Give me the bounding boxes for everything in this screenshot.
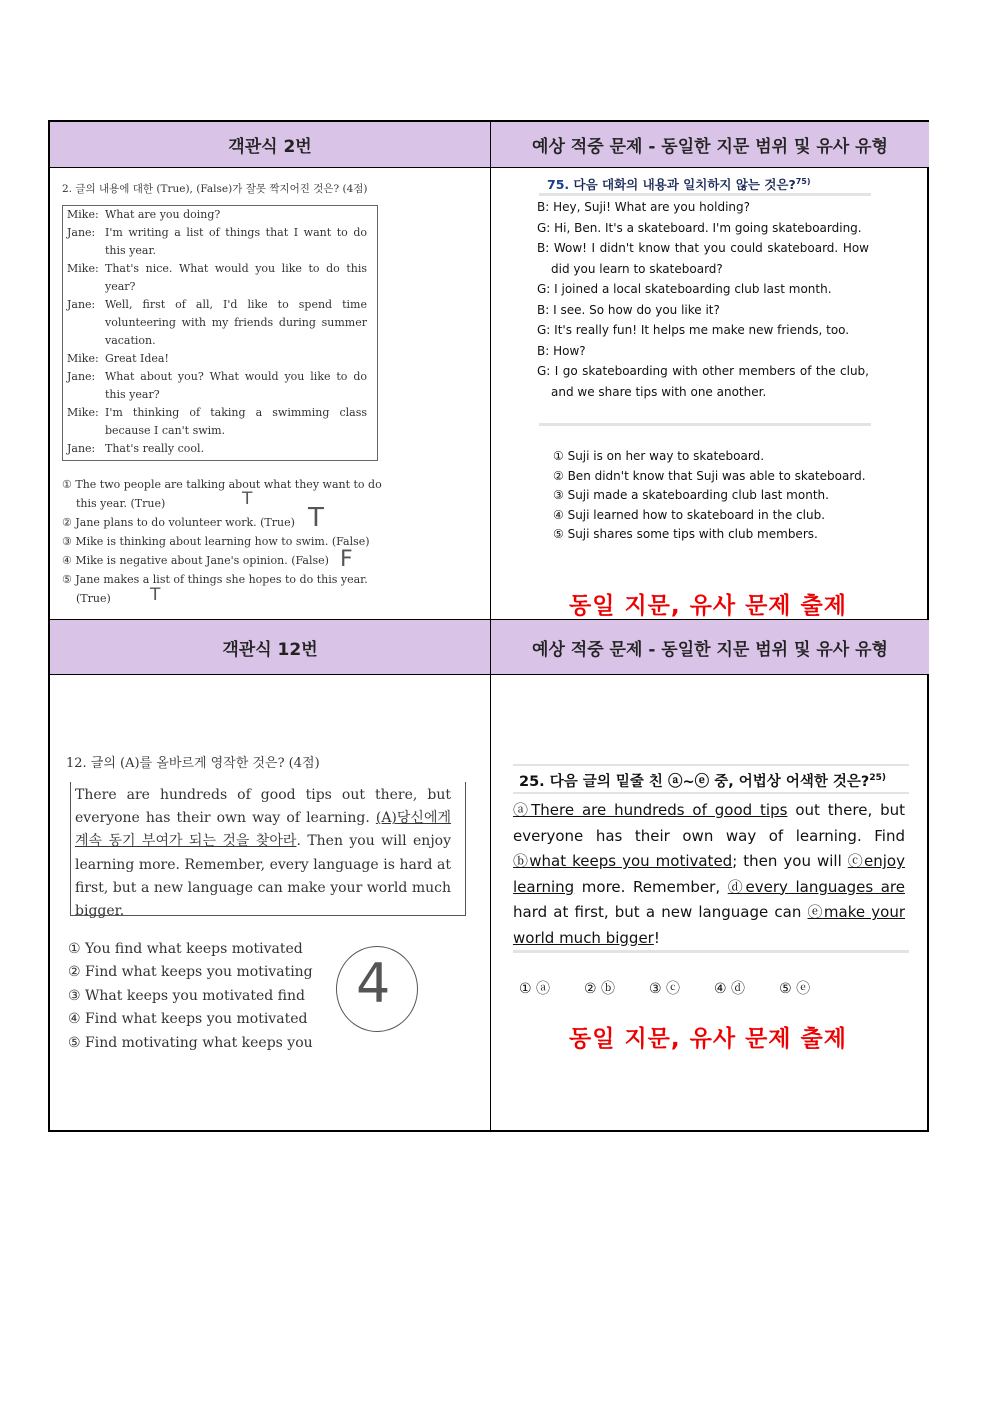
- divider: [513, 950, 909, 953]
- option: ① Suji is on her way to skateboard.: [553, 449, 765, 463]
- same-passage-stamp: 동일 지문, 유사 문제 출제: [569, 593, 847, 619]
- dialogue-line: G: I go skateboarding with other members of the club, and we share tips with one another.: [537, 364, 869, 399]
- dialogue-line: B: Hey, Suji! What are you holding?: [537, 200, 750, 214]
- dialogue-line: Jane: I'm writing a list of things that I want to do this year.: [67, 226, 367, 257]
- exam-q12-passage: There are hundreds of good tips out there, but everyone has their own way of learning. (A)당신에게 계속 동기 부여가 되는 것을 찾아라. Then you will enjoy learning more. Remember, every language is hard at first, but a new language can make your world much bigger.: [70, 782, 466, 916]
- dialogue-line: G: I joined a local skateboarding club last month.: [537, 282, 832, 296]
- option: ⑤ Jane makes a list of things she hopes to do this year. (True): [62, 573, 368, 605]
- predicted-q75-title: 75. 다음 대화의 내용과 일치하지 않는 것은?$^{75)}$: [547, 176, 811, 192]
- row-divider: [50, 167, 927, 168]
- exam-q2-title: 2. 글의 내용에 대한 (True), (False)가 잘못 짝지어진 것은? (4점): [62, 183, 368, 195]
- exam-q12-options: [68, 938, 313, 1055]
- exam-q2-dialogue: [62, 205, 378, 461]
- row-divider: [50, 674, 927, 675]
- header-predicted-2: 예상 적중 문제 - 동일한 지문 범위 및 유사 유형: [491, 620, 929, 674]
- option: ③ Suji made a skateboarding club last month.: [553, 488, 829, 503]
- predicted-q75-options: [553, 447, 866, 545]
- divider: [539, 423, 871, 426]
- handwritten-mark: T: [150, 585, 161, 605]
- handwritten-mark: T: [308, 503, 324, 533]
- dialogue-line: Jane: What about you? What would you like to do this year?: [67, 370, 367, 401]
- option: ④ Mike is negative about Jane's opinion. (False): [62, 554, 329, 567]
- option: ④ ⓓ: [714, 981, 746, 997]
- dialogue-line: Mike: Great Idea!: [67, 352, 169, 365]
- divider: [513, 792, 909, 794]
- dialogue-line: G: Hi, Ben. It's a skateboard. I'm going skateboarding.: [537, 220, 862, 235]
- same-passage-stamp: 동일 지문, 유사 문제 출제: [569, 1026, 847, 1052]
- option: ④ Find what keeps you motivated: [68, 1011, 308, 1028]
- option: ③ What keeps you motivated find: [68, 987, 305, 1004]
- option: ② Find what keeps you motivating: [68, 964, 313, 981]
- option: ① The two people are talking about what they want to do this year. (True): [62, 478, 382, 510]
- dialogue-line: Jane: That's really cool.: [67, 442, 205, 455]
- dialogue-line: Mike: That's nice. What would you like to do this year?: [67, 262, 367, 293]
- option: ① You find what keeps motivated: [68, 941, 303, 957]
- dialogue-line: Mike: I'm thinking of taking a swimming class because I can't swim.: [67, 406, 367, 437]
- comparison-table: [48, 120, 929, 1132]
- option: ④ Suji learned how to skateboard in the club.: [553, 507, 826, 522]
- option: ① ⓐ: [519, 981, 551, 997]
- dialogue-line: B: How?: [537, 343, 586, 358]
- divider: [539, 193, 871, 196]
- divider: [513, 764, 909, 766]
- exam-q2-options: [62, 475, 382, 608]
- handwritten-mark: F: [340, 547, 353, 572]
- header-exam-q2: 객관식 2번: [50, 122, 490, 167]
- predicted-q25-options: [519, 978, 810, 998]
- exam-q2-scan: [50, 169, 490, 619]
- exam-q12-title: 12. 글의 (A)를 올바르게 영작한 것은? (4점): [66, 756, 320, 771]
- option: ② Jane plans to do volunteer work. (True): [62, 516, 295, 529]
- option: ③ ⓒ: [649, 981, 681, 997]
- exam-q12-scan: [50, 676, 490, 1132]
- dialogue-line: Jane: Well, first of all, I'd like to spend time volunteering with my friends during summer vacation.: [67, 298, 367, 347]
- option: ⑤ Suji shares some tips with club members.: [553, 527, 818, 542]
- predicted-q25-title: 25. 다음 글의 밑줄 친 ⓐ~ⓔ 중, 어법상 어색한 것은?$^{25)}$: [519, 773, 886, 790]
- dialogue-line: B: Wow! I didn't know that you could skateboard. How did you learn to skateboard?: [537, 241, 869, 276]
- handwritten-answer: 4: [356, 952, 391, 1015]
- dialogue-line: Mike: What are you doing?: [67, 208, 221, 221]
- dialogue-line: G: It's really fun! It helps me make new friends, too.: [537, 323, 850, 337]
- option: ⑤ ⓔ: [779, 981, 811, 997]
- handwritten-mark: T: [242, 489, 253, 509]
- predicted-q75: [491, 169, 929, 619]
- option: ⑤ Find motivating what keeps you: [68, 1034, 313, 1051]
- option: ② ⓑ: [584, 981, 616, 997]
- predicted-q75-dialogue: [537, 197, 869, 402]
- header-exam-q12: 객관식 12번: [50, 620, 490, 674]
- predicted-q25-passage: ⓐThere are hundreds of good tips out there, but everyone has their own way of learning. Find ⓑwhat keeps you motivated; then you will ⓒenjoy learning more. Remember, ⓓevery languages are hard at first, but a new language can ⓔmake your world much bigger!: [513, 801, 906, 947]
- dialogue-line: B: I see. So how do you like it?: [537, 302, 720, 317]
- option: ② Ben didn't know that Suji was able to skateboard.: [553, 468, 866, 483]
- header-predicted-1: 예상 적중 문제 - 동일한 지문 범위 및 유사 유형: [491, 122, 929, 167]
- option: ③ Mike is thinking about learning how to swim. (False): [62, 535, 370, 548]
- predicted-q25: [491, 676, 929, 1132]
